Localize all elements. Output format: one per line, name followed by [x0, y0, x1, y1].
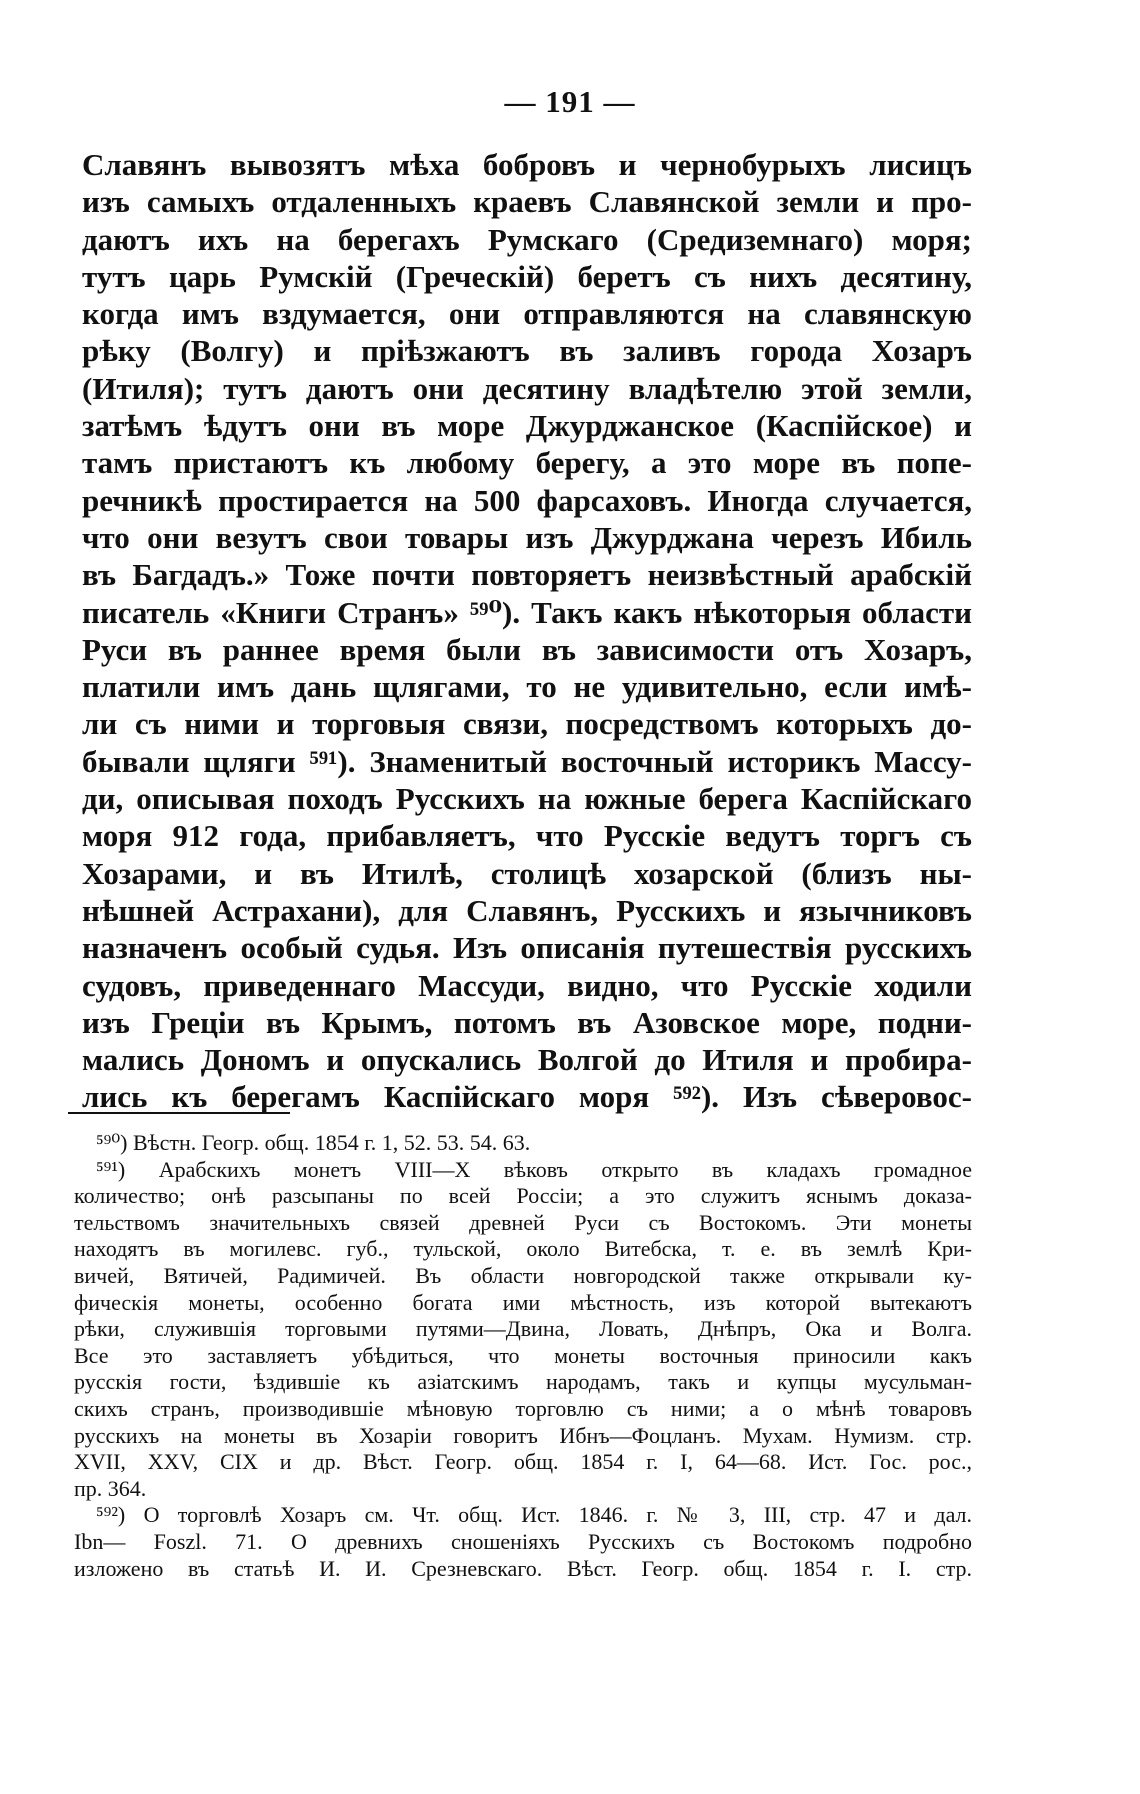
body-line: бывали щляги ⁵⁹¹). Знаменитый восточный историкъ Массу- [82, 743, 972, 779]
footnote-591-line: XVII, XXV, CIX и др. Вѣст. Геогр. общ. 1854 г. I, 64—68. Ист. Гос. рос., [74, 1449, 972, 1475]
footnote-text: Арабскихъ монетъ VIII—X вѣковъ открыто въ кладахъ громадное [158, 1156, 973, 1182]
body-line: нѣшней Астрахани), для Славянъ, Русскихъ и язычниковъ [82, 892, 972, 928]
body-line: рѣку (Волгу) и пріѣзжаютъ въ заливъ города Хозаръ [82, 333, 972, 369]
footnote-591-line: рѣки, служившія торговыми путями—Двина, Ловать, Днѣпръ, Ока и Волга. [74, 1316, 972, 1342]
body-line: платили имъ дань щлягами, то не удивительно, если имѣ- [82, 669, 972, 705]
body-line: изъ самыхъ отдаленныхъ краевъ Славянской земли и про- [82, 184, 972, 220]
footnote-marker: ⁵⁹⁰) [96, 1130, 128, 1155]
body-line: назначенъ особый судья. Изъ описанія путешествія русскихъ [82, 930, 972, 966]
footnote-text: О торговлѣ Хозаръ см. Чт. общ. Ист. 1846. г. № 3, III, стр. 47 и дал. [143, 1502, 973, 1528]
body-line: писатель «Книги Странъ» ⁵⁹⁰). Такъ какъ нѣкоторыя области [82, 594, 972, 630]
footnote-591-line: русскія гости, ѣздившіе къ азіатскимъ народамъ, такъ и купцы мусульман- [74, 1369, 972, 1395]
footnotes [74, 1130, 972, 1582]
body-line: что они везутъ свои товары изъ Джурджана черезъ Ибиль [82, 519, 972, 555]
body-line: судовъ, приведеннаго Массуди, видно, что Русскіе ходили [82, 967, 972, 1003]
body-line: (Итиля); тутъ даютъ они десятину владѣтелю этой земли, [82, 370, 972, 406]
footnote-590-line [74, 1130, 972, 1157]
body-line: речникѣ простирается на 500 фарсаховъ. Иногда случается, [82, 482, 972, 518]
footnote-591-line: фическія монеты, особенно богата ими мѣстность, изъ которой вытекаютъ [74, 1289, 972, 1315]
body-line: изъ Греціи въ Крымъ, потомъ въ Азовское море, подни- [82, 1004, 972, 1040]
footnote-591-line: находятъ въ могилевс. губ., тульской, около Витебска, т. е. въ землѣ Кри- [74, 1236, 972, 1262]
footnote-591-line: скихъ странъ, производившіе мѣновую торговлю съ ними; а о мѣнѣ товаровъ [74, 1395, 972, 1421]
footnote-591-line: вичей, Вятичей, Радимичей. Въ области новгородской также открывали ку- [74, 1262, 972, 1288]
footnote-text: Вѣстн. Геогр. общ. 1854 г. 1, 52. 53. 54. 63. [133, 1130, 531, 1155]
body-line: лись къ берегамъ Каспійскаго моря ⁵⁹²). Изъ сѣверовос- [82, 1079, 972, 1115]
main-text [82, 146, 972, 1116]
footnote-591-line: количество; онѣ разсыпаны по всей Россіи; а это служитъ яснымъ доказа- [74, 1183, 972, 1209]
footnote-591-line: тельствомъ значительныхъ связей древней Руси съ Востокомъ. Эти монеты [74, 1209, 972, 1235]
footnote-592-line [74, 1502, 972, 1529]
body-line: ди, описывая походъ Русскихъ на южные берега Каспійскаго [82, 781, 972, 817]
body-line: когда имъ вздумается, они отправляются на славянскую [82, 296, 972, 332]
footnote-591-line: Все это заставляетъ убѣдиться, что монеты восточныя приносили какъ [74, 1342, 972, 1368]
footnote-marker: ⁵⁹²) [96, 1502, 126, 1528]
footnote-592-line: изложено въ статьѣ И. И. Срезневскаго. Вѣст. Геогр. общ. 1854 г. I. стр. [74, 1555, 972, 1581]
body-line: Руси въ раннее время были въ зависимости отъ Хозаръ, [82, 631, 972, 667]
body-line: даютъ ихъ на берегахъ Румскаго (Средиземнаго) моря; [82, 221, 972, 257]
footnote-divider [68, 1112, 290, 1114]
page-number: — 191 — [504, 84, 636, 119]
body-line: Хозарами, и въ Итилѣ, столицѣ хозарской (близъ ны- [82, 855, 972, 891]
body-line: тамъ пристаютъ къ любому берегу, а это море въ попе- [82, 445, 972, 481]
body-line: моря 912 года, прибавляетъ, что Русскіе ведутъ торгъ съ [82, 818, 972, 854]
footnote-592-line: Ibn— Foszl. 71. О древнихъ сношеніяхъ Русскихъ съ Востокомъ подробно [74, 1528, 972, 1554]
body-line: тутъ царь Румскій (Греческій) беретъ съ нихъ десятину, [82, 258, 972, 294]
body-line: въ Багдадъ.» Тоже почти повторяетъ неизвѣстный арабскій [82, 557, 972, 593]
footnote-591-line: русскихъ на монеты въ Хозаріи говоритъ Ибнъ—Фоцланъ. Мухам. Нумизм. стр. [74, 1422, 972, 1448]
footnote-591-line: пр. 364. [74, 1475, 147, 1501]
footnote-marker: ⁵⁹¹) [96, 1156, 126, 1182]
body-line: ли съ ними и торговыя связи, посредствомъ которыхъ до- [82, 706, 972, 742]
body-line: мались Дономъ и опускались Волгой до Итиля и пробира- [82, 1042, 972, 1078]
body-line: Славянъ вывозятъ мѣха бобровъ и чернобурыхъ лисицъ [82, 147, 972, 182]
body-line: затѣмъ ѣдутъ они въ море Джурджанское (Каспійское) и [82, 408, 972, 444]
footnote-591-line [74, 1157, 972, 1184]
